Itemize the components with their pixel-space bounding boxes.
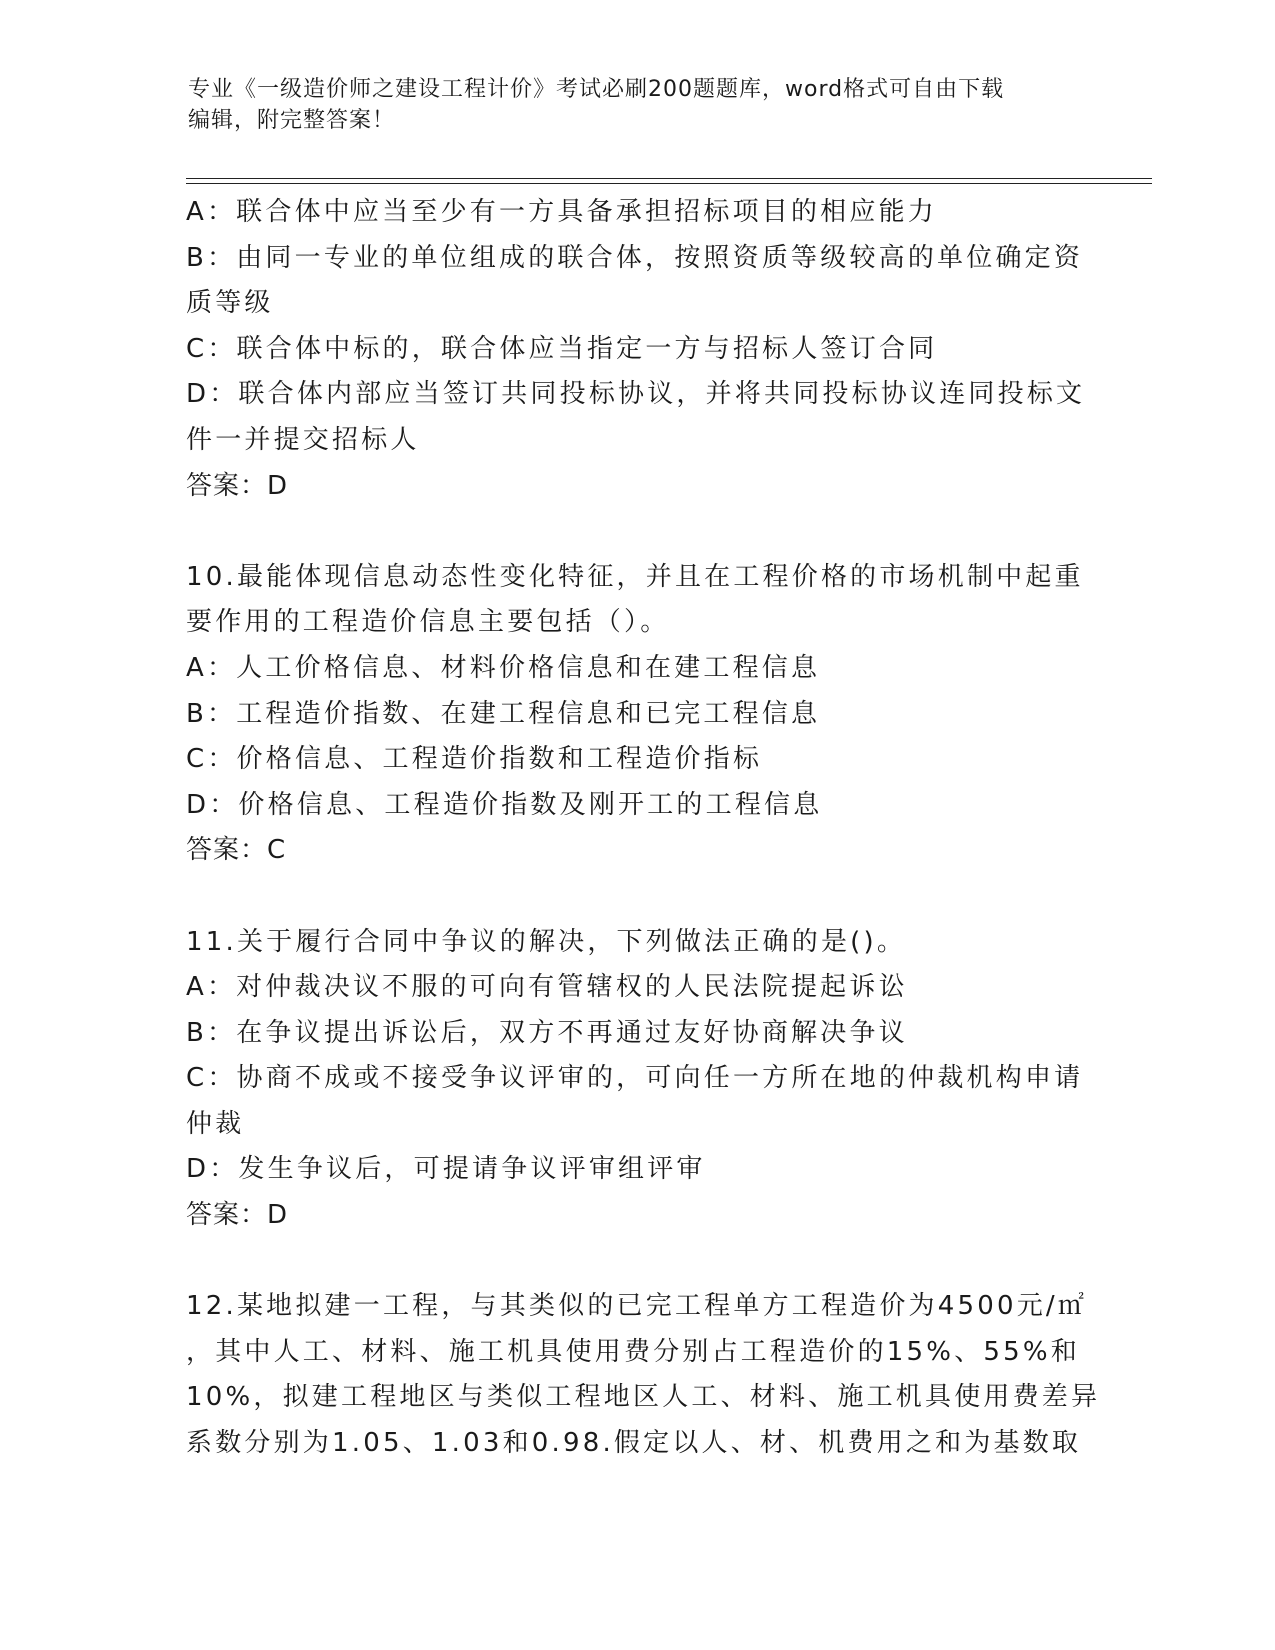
question-12-line: 12.某地拟建一工程，与其类似的已完工程单方工程造价为4500元/㎡ [186,1291,1088,1322]
question-11-line: B：在争议提出诉讼后，双方不再通过友好协商解决争议 [186,1017,908,1048]
question-12-line: ，其中人工、材料、施工机具使用费分别占工程造价的15%、55%和 [186,1336,1080,1367]
spacer [186,1239,1076,1285]
question-11 [186,920,1084,1239]
question-11-line: D：发生争议后，可提请争议评审组评审 [186,1154,706,1185]
question-10-line: 10.最能体现信息动态性变化特征，并且在工程价格的市场机制中起重 [186,561,1084,592]
question-content [186,190,1101,1467]
question-9-answer: 答案：D [186,470,289,501]
question-9 [186,190,1086,509]
question-9-line: D：联合体内部应当签订共同投标协议，并将共同投标协议连同投标文 [186,379,1086,410]
spacer [186,509,1076,555]
question-11-line: A：对仲裁决议不服的可向有管辖权的人民法院提起诉讼 [186,972,908,1003]
question-11-line: C：协商不成或不接受争议评审的，可向任一方所在地的仲裁机构申请 [186,1063,1084,1094]
spacer [186,874,1076,920]
question-9-line: 质等级 [186,288,274,319]
question-10-answer: 答案：C [186,835,287,866]
question-11-answer: 答案：D [186,1200,289,1231]
question-12-line: 系数分别为1.05、1.03和0.98.假定以人、材、机费用之和为基数取 [186,1428,1082,1459]
question-10 [186,555,1084,874]
header-line-2: 编辑，附完整答案！ [188,108,396,133]
question-9-line: C：联合体中标的，联合体应当指定一方与招标人签订合同 [186,333,938,364]
question-10-line: B：工程造价指数、在建工程信息和已完工程信息 [186,698,821,729]
question-9-line: B：由同一专业的单位组成的联合体，按照资质等级较高的单位确定资 [186,242,1084,273]
document-header [188,74,1068,136]
question-10-line: C：价格信息、工程造价指数和工程造价指标 [186,744,763,775]
header-divider-bottom [186,183,1152,184]
question-11-line: 11.关于履行合同中争议的解决，下列做法正确的是()。 [186,926,907,957]
question-9-line: A：联合体中应当至少有一方具备承担招标项目的相应能力 [186,197,937,227]
question-10-line: D：价格信息、工程造价指数及刚开工的工程信息 [186,789,823,820]
question-12 [186,1284,1101,1466]
question-11-line: 仲裁 [186,1108,245,1139]
header-line-1: 专业《一级造价师之建设工程计价》考试必刷200题题库，word格式可自由下载 [188,77,1005,102]
question-12-line: 10%，拟建工程地区与类似工程地区人工、材料、施工机具使用费差异 [186,1382,1101,1413]
question-10-line: A：人工价格信息、材料价格信息和在建工程信息 [186,652,821,683]
header-divider-top [186,178,1152,179]
question-10-line: 要作用的工程造价信息主要包括（）。 [186,607,670,638]
question-9-line: 件一并提交招标人 [186,424,420,455]
